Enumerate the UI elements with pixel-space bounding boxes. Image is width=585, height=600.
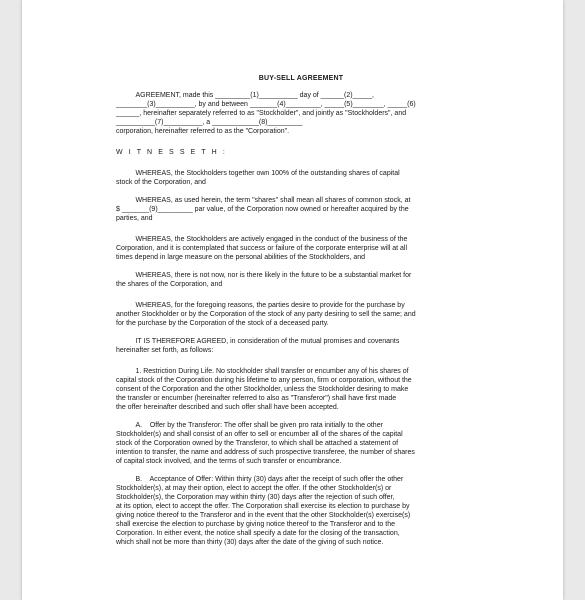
document-page (22, 0, 563, 600)
whereas-paragraph-2: WHEREAS, as used herein, the term "shares" shall mean all shares of common stock, at $ _______(9)_________ par value, of the Corporation now owned or hereafter acquired by the parties, and (116, 197, 411, 222)
witnesseth-heading: W I T N E S S E T H : (116, 149, 227, 156)
whereas-paragraph-1: WHEREAS, the Stockholders together own 100% of the outstanding shares of capital stock of the Corporation, and (116, 170, 400, 186)
opening-paragraph: AGREEMENT, made this _________(1)__________ day of ______(2)_____, ________(3)__________, by and between _______(4)_________, _____(5)________, _____(6) ______, hereinafter separately referred to as "Stockholder", and jointly as "Stockholders", and __________(7)__________, a ____________(8)_________ corporation, hereinafter referred to as the "Corporation". (116, 92, 416, 135)
document-body (116, 74, 486, 547)
whereas-paragraph-5: WHEREAS, for the foregoing reasons, the parties desire to provide for the purchase by another Stockholder or by the Corporation of the stock of any party desiring to sell the same; and for the purchase by the Corporation of the stock of a deceased party. (116, 302, 416, 327)
clause-a-offer: A. Offer by the Transferor: The offer shall be given pro rata initially to the other Stockholder(s) and shall consist of an offer to sell or encumber all of the shares of the capital stock of the Corporation owned by the Transferor, to which shall be attached a statement of intention to transfer, the name and address of such prospective transferee, the number of shares of capital stock involved, and the terms of such transfer or encumbrance. (116, 422, 415, 465)
whereas-paragraph-3: WHEREAS, the Stockholders are actively engaged in the conduct of the business of the Corporation, and it is contemplated that success or failure of the corporate enterprise will at all times depend in large measure on the personal abilities of the Stockholders, and (116, 236, 408, 261)
whereas-paragraph-4: WHEREAS, there is not now, nor is there likely in the future to be a substantial market for the shares of the Corporation, and (116, 272, 412, 288)
clause-b-acceptance: B. Acceptance of Offer: Within thirty (30) days after the receipt of such offer the other Stockholder(s), at may their option, elect to accept the offer. If the other Stockholder(s) or Stockholder(s), the Corporation may within thirty (30) days after the rejection of such offer, at its option, elect to accept the offer. The Corporation shall exercise its election to purchase by giving notice thereof to the Transferor and in the event that the other Stockholder(s) exercise(s) shall exercise the election to purchase by giving notice thereof to the Transferor and to the Corporation. In either event, the notice shall specify a date for the closing of the transaction, which shall not be more than thirty (30) days after the date of the giving of such notice. (116, 476, 411, 546)
agreed-paragraph: IT IS THEREFORE AGREED, in consideration of the mutual promises and covenants hereinafter set forth, as follows: (116, 338, 400, 354)
clause-1-restriction: 1. Restriction During Life. No stockholder shall transfer or encumber any of his shares of capital stock of the Corporation during his lifetime to any person, firm or corporation, without the consent of the Corporation and the other Stockholder, unless the Stockholder desiring to make the transfer or encumber (hereinafter referred to also as "Transferor") shall have first made the offer hereinafter described and such offer shall have been accepted. (116, 368, 412, 411)
document-title: BUY-SELL AGREEMENT (258, 75, 344, 82)
